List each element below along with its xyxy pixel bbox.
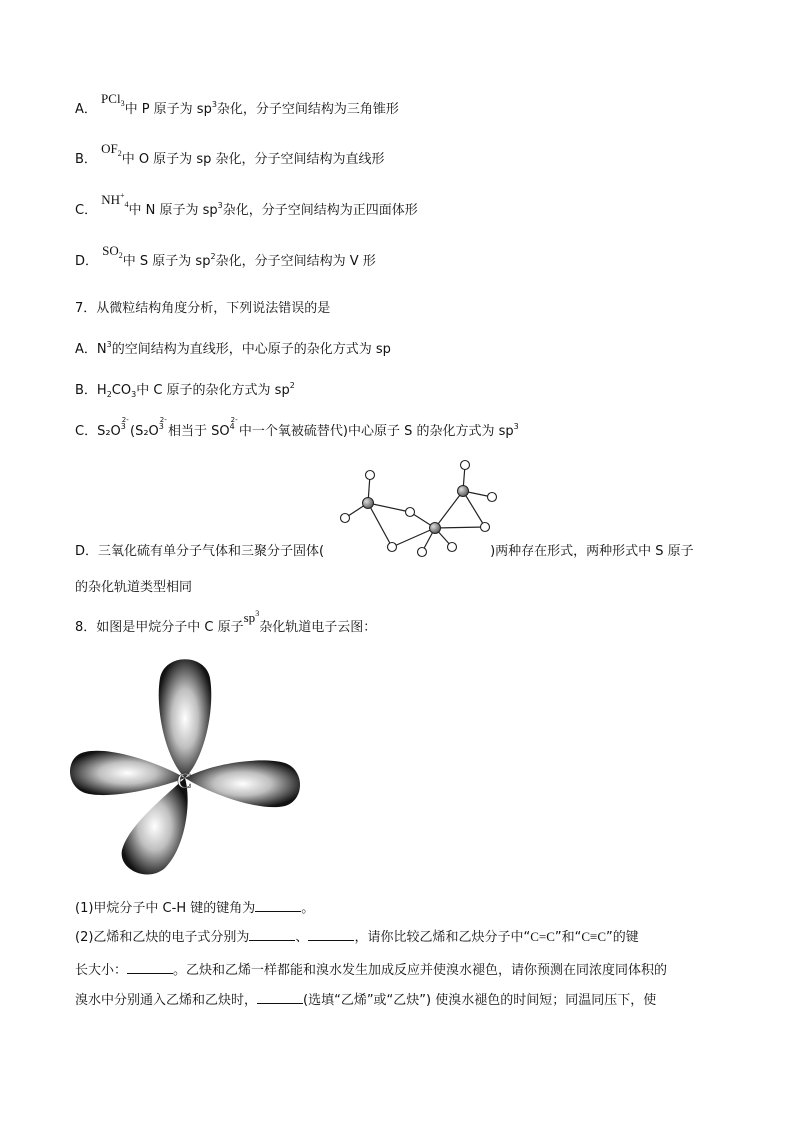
- option-letter: A．: [75, 102, 97, 117]
- formula-subscript: 2: [117, 149, 122, 158]
- answer-blank[interactable]: [255, 898, 301, 912]
- option-text: 三氧化硫有单分子气体和三聚分子固体(: [98, 544, 325, 559]
- formula-text: NH: [101, 192, 120, 207]
- option-letter: B．: [75, 383, 97, 398]
- orbital-lobes: [70, 659, 300, 874]
- option-text-cont: )两种存在形式，两种形式中 S 原子: [490, 544, 694, 559]
- option-text: 的空间结构为直线形，中心原子的杂化方式为 sp: [111, 342, 391, 357]
- option-text-cont: 杂化，分子空间结构为 V 形: [215, 254, 376, 269]
- charge: 2-: [159, 416, 167, 424]
- species: N: [96, 342, 107, 357]
- ion-charge: [158, 416, 167, 442]
- option-letter: D．: [75, 254, 99, 269]
- answer-blank[interactable]: [249, 927, 295, 941]
- q8-stem: [75, 609, 377, 638]
- q6-option-a: [75, 91, 399, 120]
- punctuation: 。: [301, 901, 315, 916]
- formula-so2: [102, 243, 123, 272]
- species: H: [96, 383, 107, 398]
- formula-superscript: +: [120, 191, 125, 200]
- option-text-cont: 中一个氧被硫替代)中心原子 S 的杂化方式为 sp: [238, 424, 514, 439]
- option-letter: B．: [75, 152, 97, 167]
- sp3-orbital-diagram: [60, 648, 310, 883]
- subscript: 3: [158, 422, 164, 431]
- species: (S₂O: [130, 424, 159, 439]
- formula-text: OF: [101, 141, 118, 156]
- q7-option-b: [75, 382, 295, 401]
- question-text: (1)甲烷分子中 C-H 键的键角为: [75, 901, 256, 916]
- formula-subscript: 2: [118, 251, 123, 260]
- answer-blank[interactable]: [127, 960, 173, 974]
- species: CO: [111, 383, 132, 398]
- answer-blank[interactable]: [257, 990, 303, 1004]
- q7-stem: 7．从微粒结构角度分析，下列说法错误的是: [75, 301, 331, 316]
- q8-part2-cont: [75, 960, 667, 980]
- q7-option-c: [75, 416, 519, 442]
- option-text: 中 O 原子为 sp 杂化，分子空间结构为直线形: [121, 152, 385, 167]
- superscript: 2: [210, 252, 216, 261]
- q8-part2-cont2: [75, 990, 656, 1010]
- formula-nh4: [101, 191, 129, 221]
- question-text: (2)乙烯和乙炔的电子式分别为: [75, 930, 250, 945]
- subscript: 4: [229, 422, 235, 431]
- option-text: 中 N 原子为 sp: [128, 203, 218, 218]
- q8-part2: [75, 927, 639, 947]
- punctuation: 、: [295, 930, 309, 945]
- question-text-cont: 。乙炔和乙烯一样都能和溴水发生加成反应并使溴水褪色，请你预测在同浓度同体积的: [173, 963, 668, 978]
- hybrid-text: sp: [243, 610, 256, 625]
- q7-option-d: [75, 543, 694, 561]
- carbon-label: C: [177, 768, 192, 793]
- subscript: 2: [106, 390, 112, 399]
- triple-bond-formula: C≡C: [581, 929, 607, 944]
- sp3-label: [243, 609, 260, 638]
- option-text-cont: 杂化，分子空间结构为三角锥形: [216, 102, 399, 117]
- question-text-cont: 杂化轨道电子云图：: [259, 620, 377, 635]
- option-letter: D．: [75, 544, 99, 559]
- option-text: 中 P 原子为 sp: [124, 102, 212, 117]
- option-letter: A．: [75, 342, 97, 357]
- option-text: 中 S 原子为 sp: [122, 254, 211, 269]
- charge: 2-: [121, 416, 129, 424]
- formula-text: SO: [102, 243, 119, 258]
- option-text: 相当于 SO: [168, 424, 230, 439]
- formula-subscript: 3: [120, 99, 125, 108]
- subscript: 3: [131, 390, 137, 399]
- option-text: 中 C 原子的杂化方式为 sp: [136, 383, 290, 398]
- question-text-cont: ”的键: [606, 930, 639, 945]
- formula-pcl3: [101, 91, 125, 120]
- q6-option-b: [75, 141, 385, 170]
- superscript: 2: [289, 381, 295, 390]
- subscript: 3: [120, 422, 126, 431]
- formula-text: PCl: [101, 91, 121, 106]
- superscript: 3: [513, 422, 519, 431]
- superscript: 3: [211, 100, 217, 109]
- question-text: 长大小：: [75, 963, 128, 978]
- formula-of2: [101, 141, 122, 170]
- q8-part1: [75, 898, 314, 918]
- charge: 2-: [230, 416, 238, 424]
- option-letter: C．: [75, 424, 98, 439]
- superscript: 3: [255, 609, 260, 618]
- q7-option-d-cont: 的杂化轨道类型相同: [75, 580, 193, 595]
- q7-option-a: [75, 341, 391, 360]
- option-text-cont: 杂化，分子空间结构为正四面体形: [222, 203, 418, 218]
- answer-blank[interactable]: [308, 927, 354, 941]
- q6-option-c: [75, 191, 418, 221]
- ion-charge: [120, 416, 129, 442]
- ion-charge: [229, 416, 238, 442]
- question-text-cont: (选填“乙烯”或“乙炔”) 使溴水褪色的时间短；同温同压下，使: [303, 993, 657, 1008]
- double-bond-formula: C=C: [530, 929, 555, 944]
- option-letter: C．: [75, 203, 98, 218]
- species: S₂O: [97, 424, 121, 439]
- question-text-cont: ，请你比较乙烯和乙炔分子中“: [354, 930, 531, 945]
- question-text: 溴水中分别通入乙烯和乙炔时，: [75, 993, 258, 1008]
- question-text-cont: ”和“: [554, 930, 582, 945]
- superscript: 3: [217, 201, 223, 210]
- formula-subscript: 4: [124, 200, 129, 209]
- q6-option-d: [75, 243, 376, 272]
- question-text: 8．如图是甲烷分子中 C 原子: [75, 620, 244, 635]
- superscript: 3: [106, 340, 112, 349]
